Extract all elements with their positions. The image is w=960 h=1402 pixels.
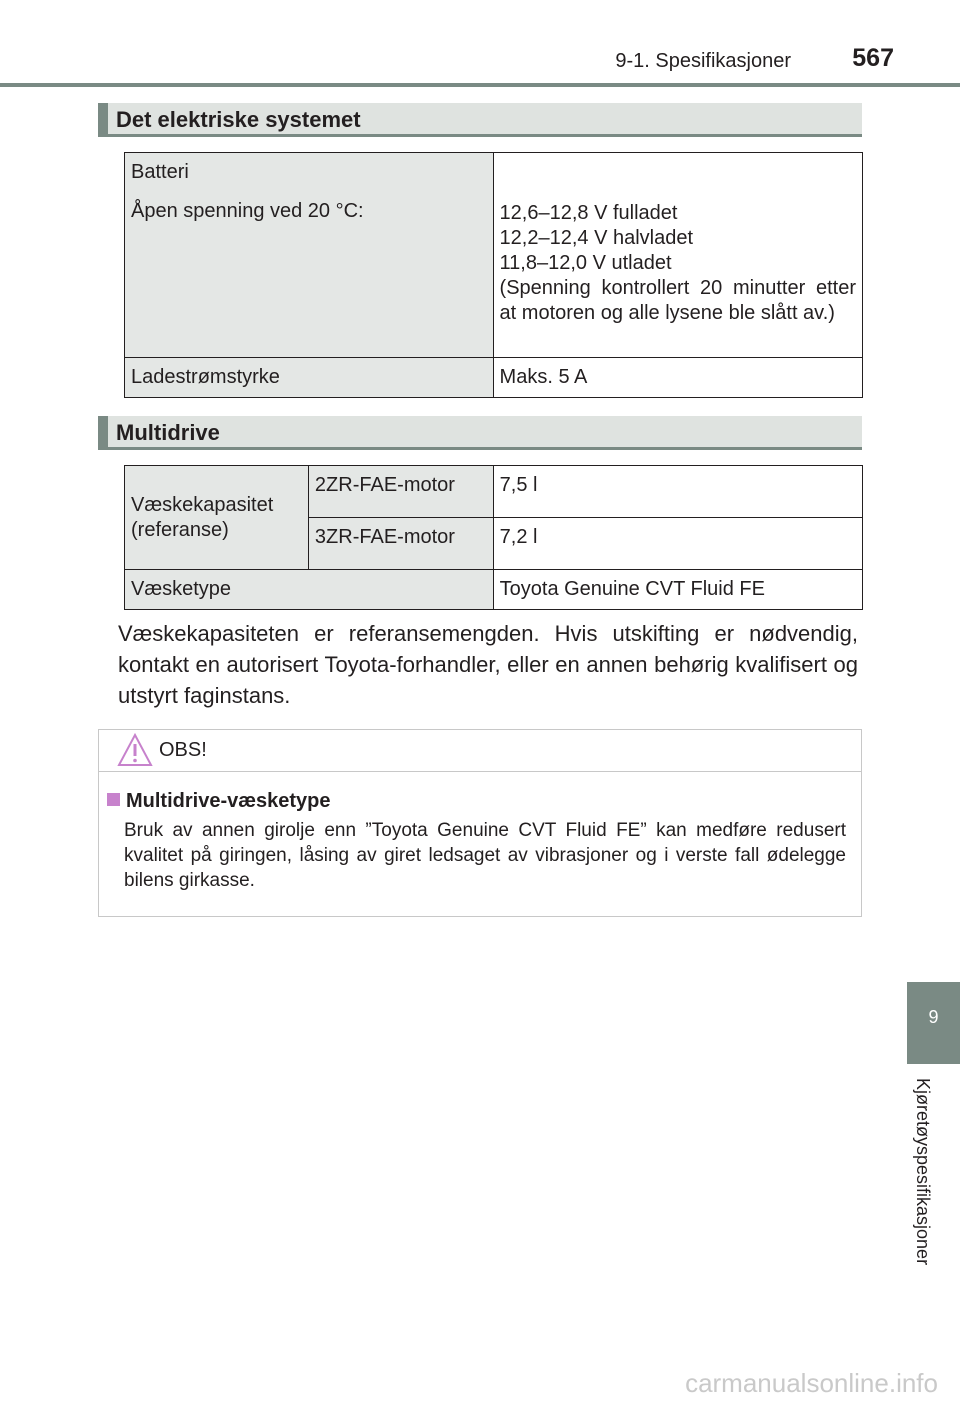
- battery-label: Batteri: [131, 161, 189, 183]
- multidrive-table: [124, 465, 863, 610]
- engine-name: 3ZR-FAE-motor: [308, 518, 493, 570]
- voltage-full: 12,6–12,8 V fulladet: [499, 202, 678, 224]
- bullet-square-icon: [107, 793, 120, 806]
- fluid-row: [125, 570, 863, 610]
- caution-text: Bruk av annen girolje enn ”Toyota Genuine CVT Fluid FE” kan medføre redusert kvalitet på giringen, låsing av giret ledsaget av vibrasjoner og i verste fall ødelegge bilens girkasse.: [124, 820, 846, 891]
- section-title: 9-1. Spesifikasjoner: [615, 50, 791, 72]
- watermark: carmanualsonline.info: [685, 1368, 938, 1398]
- electrical-table: [124, 152, 863, 398]
- fluid-label: Væsketype: [125, 570, 494, 610]
- battery-label-cell: [125, 153, 494, 358]
- capacity-row-1: [125, 466, 863, 518]
- page-number: 567: [852, 44, 894, 72]
- voltage-half: 12,2–12,4 V halvladet: [499, 227, 694, 249]
- voltage-empty: 11,8–12,0 V utladet: [499, 252, 672, 274]
- caution-subheading-text: Multidrive-væsketype: [126, 790, 331, 812]
- voltage-note: (Spenning kontrollert 20 minutter etter at motoren og alle lysene ble slått av.): [499, 277, 856, 324]
- engine-name: 2ZR-FAE-motor: [308, 466, 493, 518]
- capacity-note: Væskekapasiteten er referansemengden. Hvis utskifting er nødvendig, kontakt en autorisert Toyota-forhandler, eller en annen behørig kvalifisert og utstyrt faginstans.: [118, 621, 858, 708]
- caution-title: OBS!: [159, 739, 207, 761]
- caution-box: [98, 729, 862, 917]
- electrical-heading: Det elektriske systemet: [98, 103, 862, 137]
- caution-header: [99, 730, 861, 772]
- engine-capacity: 7,2 l: [493, 518, 862, 570]
- charge-label: Ladestrømstyrke: [125, 358, 494, 398]
- caution-subheading: [107, 790, 331, 813]
- voltage-label: Åpen spenning ved 20 °C:: [131, 200, 364, 222]
- header-rule: [0, 83, 960, 87]
- chapter-tab[interactable]: 9: [907, 982, 960, 1064]
- charge-row: [125, 358, 863, 398]
- voltage-values-cell: [493, 153, 862, 358]
- page-header: [0, 0, 960, 90]
- battery-row: [125, 153, 863, 358]
- engine-capacity: 7,5 l: [493, 466, 862, 518]
- warning-icon: [117, 733, 153, 767]
- charge-value: Maks. 5 A: [493, 358, 862, 398]
- fluid-value: Toyota Genuine CVT Fluid FE: [493, 570, 862, 610]
- chapter-name: Kjøretøyspesifikasjoner: [913, 1078, 933, 1266]
- capacity-label: Væskekapasitet (referanse): [125, 466, 309, 570]
- multidrive-heading: Multidrive: [98, 416, 862, 450]
